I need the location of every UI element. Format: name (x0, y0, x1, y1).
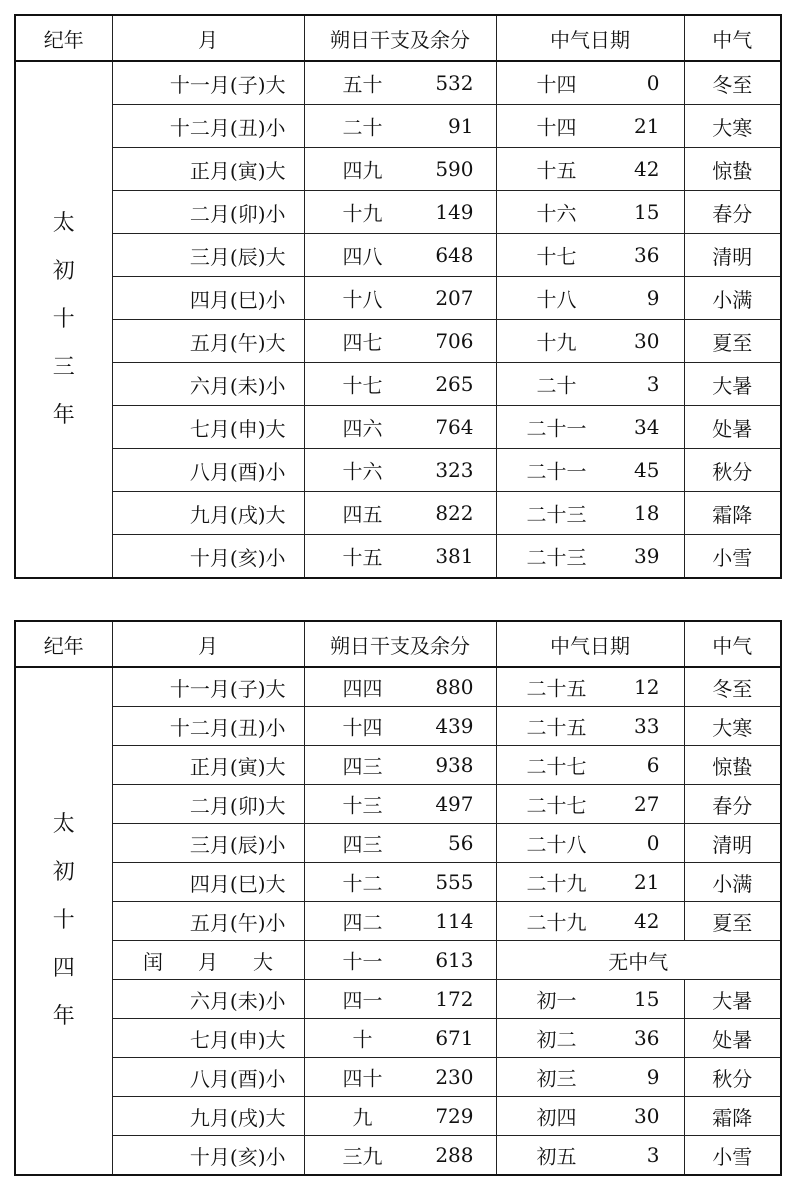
zhongqi-day: 初一 (536, 988, 577, 1013)
zhongqi-date-cell (496, 746, 684, 785)
ganzhi-day: 三九 (342, 1144, 383, 1169)
zhongqi-name: 清明 (684, 234, 781, 277)
era-char: 初 (52, 860, 75, 885)
month-cell: 五月(午)小 (112, 902, 304, 941)
table-body (15, 61, 781, 578)
remainder-fen: 56 (448, 831, 474, 855)
era-char: 太 (52, 210, 75, 236)
table-row (15, 535, 781, 579)
header-zhongqi: 中气 (684, 15, 781, 61)
table-row (15, 320, 781, 363)
era-char: 年 (52, 1004, 75, 1029)
new-moon-cell (304, 61, 496, 105)
new-moon-cell (304, 234, 496, 277)
zhongqi-name: 秋分 (684, 449, 781, 492)
zhongqi-fen: 18 (634, 501, 660, 525)
zhongqi-date-cell (496, 980, 684, 1019)
zhongqi-name: 霜降 (684, 1097, 781, 1136)
ganzhi-day: 十八 (342, 287, 383, 312)
zhongqi-date-cell (496, 1019, 684, 1058)
month-label: 闰月大 (143, 949, 273, 974)
new-moon-cell (304, 105, 496, 148)
month-cell: 九月(戌)大 (112, 1097, 304, 1136)
month-cell: 七月(申)大 (112, 1019, 304, 1058)
zhongqi-day: 二十三 (526, 545, 587, 570)
zhongqi-name: 春分 (684, 191, 781, 234)
remainder-fen: 149 (435, 200, 474, 224)
zhongqi-fen: 36 (634, 243, 660, 267)
zhongqi-fen: 15 (634, 987, 660, 1011)
zhongqi-name: 大寒 (684, 707, 781, 746)
calendar-table-taichu-14 (14, 620, 782, 1176)
table-row (15, 191, 781, 234)
month-cell: 十月(亥)小 (112, 1136, 304, 1176)
zhongqi-name: 小满 (684, 277, 781, 320)
remainder-fen: 114 (435, 909, 474, 933)
header-zhongqi: 中气 (684, 621, 781, 667)
ganzhi-day: 十一 (342, 949, 383, 974)
zhongqi-fen: 3 (646, 1143, 660, 1167)
remainder-fen: 880 (435, 675, 474, 699)
zhongqi-name: 大暑 (684, 363, 781, 406)
remainder-fen: 613 (435, 948, 474, 972)
new-moon-cell (304, 785, 496, 824)
ganzhi-day: 十二 (342, 871, 383, 896)
month-cell: 九月(戌)大 (112, 492, 304, 535)
month-cell: 六月(未)小 (112, 363, 304, 406)
table-row (15, 941, 781, 980)
month-cell: 十二月(丑)小 (112, 105, 304, 148)
zhongqi-name: 惊蛰 (684, 148, 781, 191)
month-cell: 正月(寅)大 (112, 148, 304, 191)
new-moon-cell (304, 277, 496, 320)
zhongqi-date-cell (496, 363, 684, 406)
month-cell: 八月(酉)小 (112, 1058, 304, 1097)
remainder-fen: 439 (435, 714, 474, 738)
zhongqi-fen: 33 (634, 714, 660, 738)
ganzhi-day: 四十 (342, 1066, 383, 1091)
zhongqi-name: 处暑 (684, 1019, 781, 1058)
zhongqi-day: 二十一 (526, 459, 587, 484)
ganzhi-day: 四六 (342, 416, 383, 441)
new-moon-cell (304, 707, 496, 746)
table-row (15, 902, 781, 941)
zhongqi-date-cell (496, 667, 684, 707)
table-row (15, 746, 781, 785)
ganzhi-day: 十 (352, 1027, 373, 1052)
zhongqi-fen: 36 (634, 1026, 660, 1050)
month-cell: 三月(辰)小 (112, 824, 304, 863)
ganzhi-day: 四三 (342, 832, 383, 857)
table-row (15, 1097, 781, 1136)
zhongqi-fen: 42 (634, 157, 660, 181)
month-cell: 二月(卯)大 (112, 785, 304, 824)
zhongqi-day: 二十九 (526, 871, 587, 896)
remainder-fen: 381 (435, 544, 474, 568)
zhongqi-name: 大暑 (684, 980, 781, 1019)
table-row (15, 234, 781, 277)
header-era: 纪年 (15, 15, 112, 61)
zhongqi-date-cell (496, 61, 684, 105)
ganzhi-day: 四八 (342, 244, 383, 269)
zhongqi-date-cell (496, 191, 684, 234)
zhongqi-day: 十七 (536, 244, 577, 269)
zhongqi-date-cell (496, 492, 684, 535)
new-moon-cell (304, 148, 496, 191)
month-cell: 正月(寅)大 (112, 746, 304, 785)
ganzhi-day: 四四 (342, 676, 383, 701)
new-moon-cell (304, 406, 496, 449)
zhongqi-day: 二十五 (526, 715, 587, 740)
zhongqi-fen: 6 (646, 753, 660, 777)
ganzhi-day: 二十 (342, 115, 383, 140)
era-char: 三 (52, 354, 75, 380)
new-moon-cell (304, 980, 496, 1019)
zhongqi-name: 冬至 (684, 61, 781, 105)
remainder-fen: 764 (435, 415, 474, 439)
header-new-moon: 朔日干支及余分 (304, 621, 496, 667)
header-month: 月 (112, 15, 304, 61)
new-moon-cell (304, 667, 496, 707)
remainder-fen: 822 (435, 501, 474, 525)
table-row (15, 863, 781, 902)
zhongqi-fen: 21 (634, 114, 660, 138)
month-cell: 二月(卯)小 (112, 191, 304, 234)
table-header-row (15, 621, 781, 667)
remainder-fen: 671 (435, 1026, 474, 1050)
remainder-fen: 172 (435, 987, 474, 1011)
remainder-fen: 288 (435, 1143, 474, 1167)
zhongqi-fen: 15 (634, 200, 660, 224)
remainder-fen: 706 (435, 329, 474, 353)
zhongqi-day: 十六 (536, 201, 577, 226)
header-era: 纪年 (15, 621, 112, 667)
zhongqi-fen: 3 (646, 372, 660, 396)
table-header-row (15, 15, 781, 61)
zhongqi-name: 霜降 (684, 492, 781, 535)
header-zhongqi-date: 中气日期 (496, 15, 684, 61)
zhongqi-fen: 42 (634, 909, 660, 933)
ganzhi-day: 四七 (342, 330, 383, 355)
ganzhi-day: 四二 (342, 910, 383, 935)
zhongqi-day: 二十七 (526, 793, 587, 818)
new-moon-cell (304, 863, 496, 902)
no-zhongqi-cell: 无中气 (496, 941, 781, 980)
table-row (15, 105, 781, 148)
new-moon-cell (304, 1097, 496, 1136)
remainder-fen: 207 (435, 286, 474, 310)
zhongqi-fen: 30 (634, 329, 660, 353)
table-row (15, 406, 781, 449)
zhongqi-name: 夏至 (684, 902, 781, 941)
ganzhi-day: 九 (352, 1105, 373, 1130)
zhongqi-day: 初三 (536, 1066, 577, 1091)
ganzhi-day: 十九 (342, 201, 383, 226)
new-moon-cell (304, 535, 496, 579)
zhongqi-day: 二十七 (526, 754, 587, 779)
header-new-moon: 朔日干支及余分 (304, 15, 496, 61)
zhongqi-date-cell (496, 785, 684, 824)
zhongqi-day: 二十一 (526, 416, 587, 441)
zhongqi-fen: 0 (646, 831, 660, 855)
new-moon-cell (304, 449, 496, 492)
zhongqi-name: 大寒 (684, 105, 781, 148)
ganzhi-day: 十七 (342, 373, 383, 398)
table-row (15, 492, 781, 535)
zhongqi-fen: 27 (634, 792, 660, 816)
era-cell (15, 667, 112, 1175)
month-cell: 十月(亥)小 (112, 535, 304, 579)
ganzhi-day: 四九 (342, 158, 383, 183)
table-row (15, 1019, 781, 1058)
new-moon-cell (304, 363, 496, 406)
table-row (15, 824, 781, 863)
zhongqi-name: 小雪 (684, 1136, 781, 1176)
zhongqi-date-cell (496, 535, 684, 579)
month-cell: 十一月(子)大 (112, 667, 304, 707)
zhongqi-fen: 12 (634, 675, 660, 699)
zhongqi-date-cell (496, 1136, 684, 1176)
zhongqi-date-cell (496, 449, 684, 492)
new-moon-cell (304, 1058, 496, 1097)
zhongqi-day: 二十五 (526, 676, 587, 701)
zhongqi-name: 惊蛰 (684, 746, 781, 785)
table-row (15, 785, 781, 824)
zhongqi-day: 十四 (536, 115, 577, 140)
month-cell: 十二月(丑)小 (112, 707, 304, 746)
zhongqi-day: 初四 (536, 1105, 577, 1130)
zhongqi-day: 二十 (536, 373, 577, 398)
remainder-fen: 532 (435, 71, 474, 95)
zhongqi-fen: 45 (634, 458, 660, 482)
zhongqi-date-cell (496, 824, 684, 863)
zhongqi-fen: 9 (646, 286, 660, 310)
zhongqi-day: 十五 (536, 158, 577, 183)
new-moon-cell (304, 902, 496, 941)
table-row (15, 667, 781, 707)
table-row (15, 1136, 781, 1176)
zhongqi-day: 十四 (536, 72, 577, 97)
zhongqi-day: 二十九 (526, 910, 587, 935)
ganzhi-day: 五十 (342, 72, 383, 97)
new-moon-cell (304, 1136, 496, 1176)
remainder-fen: 648 (435, 243, 474, 267)
zhongqi-date-cell (496, 1097, 684, 1136)
zhongqi-name: 冬至 (684, 667, 781, 707)
era-char: 太 (52, 812, 75, 837)
month-cell: 四月(巳)大 (112, 863, 304, 902)
zhongqi-date-cell (496, 148, 684, 191)
month-cell (112, 941, 304, 980)
zhongqi-date-cell (496, 1058, 684, 1097)
zhongqi-day: 初五 (536, 1144, 577, 1169)
zhongqi-day: 初二 (536, 1027, 577, 1052)
header-month: 月 (112, 621, 304, 667)
zhongqi-day: 十九 (536, 330, 577, 355)
table-row (15, 61, 781, 105)
table-row (15, 980, 781, 1019)
zhongqi-fen: 30 (634, 1104, 660, 1128)
zhongqi-date-cell (496, 277, 684, 320)
new-moon-cell (304, 1019, 496, 1058)
zhongqi-date-cell (496, 320, 684, 363)
remainder-fen: 265 (435, 372, 474, 396)
zhongqi-name: 秋分 (684, 1058, 781, 1097)
month-cell: 七月(申)大 (112, 406, 304, 449)
zhongqi-name: 小满 (684, 863, 781, 902)
zhongqi-name: 小雪 (684, 535, 781, 579)
zhongqi-name: 处暑 (684, 406, 781, 449)
remainder-fen: 938 (435, 753, 474, 777)
ganzhi-day: 十四 (342, 715, 383, 740)
new-moon-cell (304, 746, 496, 785)
zhongqi-name: 夏至 (684, 320, 781, 363)
zhongqi-day: 二十八 (526, 832, 587, 857)
zhongqi-date-cell (496, 105, 684, 148)
new-moon-cell (304, 320, 496, 363)
zhongqi-fen: 34 (634, 415, 660, 439)
remainder-fen: 590 (435, 157, 474, 181)
era-char: 十 (52, 306, 75, 332)
ganzhi-day: 四五 (342, 502, 383, 527)
header-zhongqi-date: 中气日期 (496, 621, 684, 667)
zhongqi-date-cell (496, 707, 684, 746)
zhongqi-fen: 0 (646, 71, 660, 95)
remainder-fen: 230 (435, 1065, 474, 1089)
table-row (15, 148, 781, 191)
ganzhi-day: 十六 (342, 459, 383, 484)
zhongqi-fen: 39 (634, 544, 660, 568)
era-char: 十 (52, 908, 75, 933)
zhongqi-fen: 9 (646, 1065, 660, 1089)
era-char: 四 (52, 956, 75, 981)
era-char: 年 (52, 402, 75, 428)
table-row (15, 449, 781, 492)
zhongqi-date-cell (496, 863, 684, 902)
month-cell: 三月(辰)大 (112, 234, 304, 277)
remainder-fen: 91 (448, 114, 474, 138)
table-body (15, 667, 781, 1175)
ganzhi-day: 四一 (342, 988, 383, 1013)
remainder-fen: 555 (435, 870, 474, 894)
zhongqi-day: 二十三 (526, 502, 587, 527)
zhongqi-fen: 21 (634, 870, 660, 894)
new-moon-cell (304, 191, 496, 234)
month-cell: 六月(未)小 (112, 980, 304, 1019)
table-row (15, 363, 781, 406)
table-row (15, 1058, 781, 1097)
calendar-table-taichu-13 (14, 14, 782, 579)
remainder-fen: 497 (435, 792, 474, 816)
zhongqi-name: 春分 (684, 785, 781, 824)
zhongqi-date-cell (496, 406, 684, 449)
month-cell: 八月(酉)小 (112, 449, 304, 492)
remainder-fen: 729 (435, 1104, 474, 1128)
month-cell: 五月(午)大 (112, 320, 304, 363)
month-cell: 四月(巳)小 (112, 277, 304, 320)
month-cell: 十一月(子)大 (112, 61, 304, 105)
ganzhi-day: 四三 (342, 754, 383, 779)
zhongqi-day: 十八 (536, 287, 577, 312)
table-row (15, 277, 781, 320)
era-char: 初 (52, 258, 75, 284)
new-moon-cell (304, 824, 496, 863)
zhongqi-date-cell (496, 902, 684, 941)
zhongqi-date-cell (496, 234, 684, 277)
new-moon-cell (304, 941, 496, 980)
ganzhi-day: 十三 (342, 793, 383, 818)
zhongqi-name: 清明 (684, 824, 781, 863)
new-moon-cell (304, 492, 496, 535)
era-cell (15, 61, 112, 578)
ganzhi-day: 十五 (342, 545, 383, 570)
table-row (15, 707, 781, 746)
remainder-fen: 323 (435, 458, 474, 482)
